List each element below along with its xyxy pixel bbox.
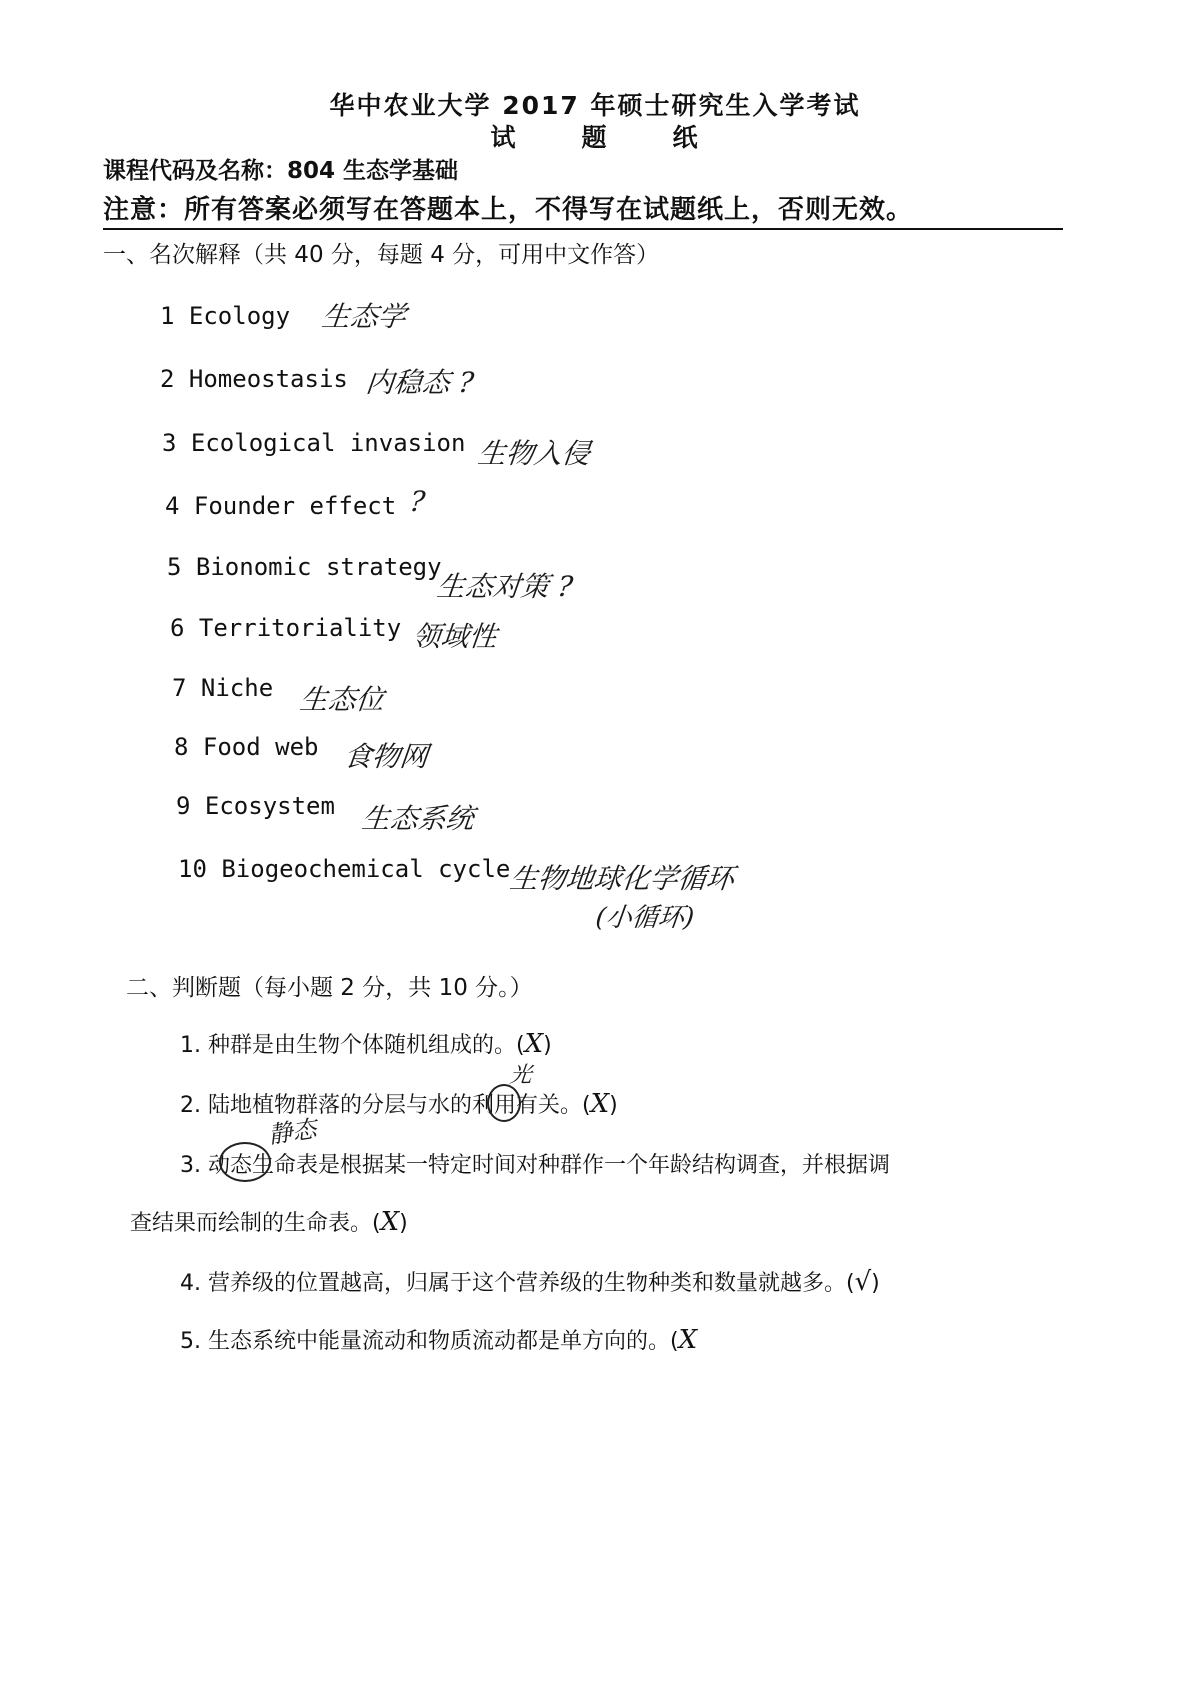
annotation-circle [487,1084,521,1122]
term-text: Territoriality [198,614,402,642]
term-item-6 [170,614,401,642]
handwritten-note: 生物地球化学循环 [508,862,736,895]
question-number: 1. [180,1033,201,1058]
question-close: ) [609,1093,618,1118]
answer-mark: X [678,1325,698,1355]
subtitle-char: 题 [581,123,609,152]
question-close: ) [871,1271,880,1296]
handwritten-note: 生态学 [320,300,408,333]
answer-mark: X [524,1029,544,1059]
term-text: Ecosystem [204,792,335,820]
term-number: 8 [174,733,189,761]
exam-subtitle [0,118,1190,154]
term-item-7 [172,674,273,702]
term-text: Ecology [188,302,291,330]
handwritten-note: (小循环) [594,903,696,933]
handwritten-note: 生物入侵 [476,437,592,470]
term-item-4 [165,492,396,520]
question-text: 动态生命表是根据某一特定时间对种群作一个年龄结构调查，并根据调 [208,1153,891,1178]
question-text: 营养级的位置越高，归属于这个营养级的生物种类和数量就越多。( [208,1271,855,1296]
judgment-item-2 [180,1088,618,1119]
question-text: 生态系统中能量流动和物质流动都是单方向的。( [208,1329,679,1354]
term-text: Biogeochemical cycle [221,855,511,883]
term-number: 6 [170,614,185,642]
question-text: 查结果而绘制的生命表。( [130,1211,381,1236]
annotation-circle [219,1142,271,1182]
term-text: Founder effect [193,492,397,520]
handwritten-note: 领域性 [411,620,499,653]
handwritten-annotation: 光 [508,1063,534,1088]
term-text: Food web [202,733,319,761]
section1-heading: 一、名次解释（共 40 分，每题 4 分，可用中文作答） [103,242,660,268]
term-number: 4 [165,492,180,520]
term-number: 9 [176,792,191,820]
handwritten-note: 生态位 [298,683,386,716]
handwritten-note: 生态系统 [360,802,476,835]
question-text: 陆地植物群落的分层与水的利用有关。( [208,1093,591,1118]
section2-heading: 二、判断题（每小题 2 分，共 10 分。） [126,975,533,1001]
subtitle-char: 纸 [672,123,700,152]
question-number: 3. [180,1153,201,1178]
term-item-8 [174,733,319,761]
term-text: Bionomic strategy [195,553,442,581]
answer-mark: √ [854,1267,872,1297]
exam-title: 华中农业大学 2017 年硕士研究生入学考试 [329,91,861,120]
handwritten-note: 内稳态 ? [364,366,476,399]
term-item-1 [160,302,290,330]
judgment-item-5 [180,1324,697,1355]
term-number: 3 [162,429,177,457]
handwritten-note: ? [408,485,427,518]
term-number: 1 [160,302,175,330]
question-close: ) [399,1211,408,1236]
notice-line: 注意：所有答案必须写在答题本上，不得写在试题纸上，否则无效。 [103,189,1063,230]
judgment-item-1 [180,1028,552,1059]
question-number: 4. [180,1271,201,1296]
handwritten-note: 食物网 [342,740,430,773]
answer-mark: X [380,1207,400,1237]
question-close: ) [543,1033,552,1058]
term-text: Ecological invasion [190,429,466,457]
course-line: 课程代码及名称：804 生态学基础 [103,158,459,184]
judgment-item-3 [180,1148,890,1179]
term-number: 2 [160,365,175,393]
term-text: Homeostasis [188,365,348,393]
term-item-2 [160,365,348,393]
term-number: 7 [172,674,187,702]
term-text: Niche [200,674,274,702]
handwritten-annotation: 静态 [266,1114,319,1150]
term-number: 10 [178,855,207,883]
answer-mark: X [590,1089,610,1119]
term-item-3 [162,429,465,457]
term-number: 5 [167,553,182,581]
question-number: 2. [180,1093,201,1118]
question-text: 种群是由生物个体随机组成的。( [208,1033,525,1058]
term-item-5 [167,553,442,581]
judgment-item-4 [180,1266,880,1297]
question-number: 5. [180,1329,201,1354]
term-item-10 [178,855,510,883]
handwritten-note: 生态对策 ? [435,570,575,603]
judgment-item-3-continued [130,1206,408,1237]
subtitle-char: 试 [490,123,518,152]
term-item-9 [176,792,335,820]
